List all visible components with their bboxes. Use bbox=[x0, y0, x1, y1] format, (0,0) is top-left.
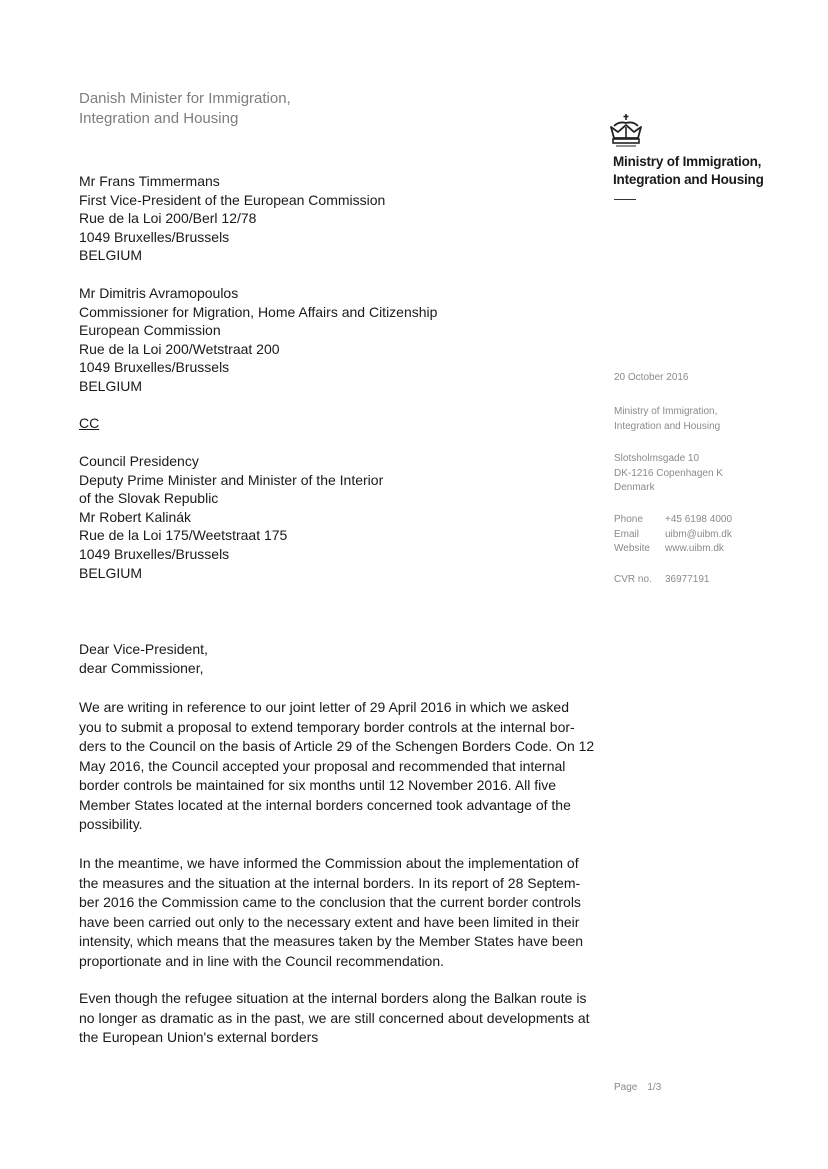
paragraph-line: the European Union's external borders bbox=[79, 1029, 319, 1045]
paragraph-line: no longer as dramatic as in the past, we are still concerned about developments at bbox=[79, 1009, 590, 1026]
paragraph-line: have been carried out only to the necessary extent and have been limited in their bbox=[79, 913, 580, 930]
ministry-line: Integration and Housing bbox=[613, 172, 764, 187]
paragraph-line: possibility. bbox=[79, 816, 143, 832]
sender-line: Danish Minister for Immigration, bbox=[79, 90, 291, 107]
address-line: Slotsholmsgade 10 bbox=[614, 453, 700, 464]
address-line: Commissioner for Migration, Home Affairs and Citizenship bbox=[79, 303, 438, 320]
contact-row-website bbox=[614, 542, 732, 557]
paragraph-line: intensity, which means that the measures taken by the Member States have been bbox=[79, 933, 584, 949]
paragraph-line: May 2016, the Council accepted your proposal and recommended that internal bbox=[79, 757, 566, 774]
body-paragraph-3 bbox=[79, 989, 599, 1048]
address-line: of the Slovak Republic bbox=[79, 490, 219, 507]
phone-value: +45 6198 4000 bbox=[665, 514, 733, 525]
address-line: 1049 Bruxelles/Brussels bbox=[79, 359, 230, 376]
cvr-label: CVR no. bbox=[614, 574, 652, 585]
recipient-address-timmermans bbox=[79, 172, 385, 265]
paragraph-line: In the meantime, we have informed the Commission about the implementation of bbox=[79, 855, 579, 871]
sidebar-contacts bbox=[614, 513, 732, 557]
page-value: 1/3 bbox=[647, 1082, 662, 1093]
paragraph-line: the measures and the situation at the internal borders. In its report of 28 Septem- bbox=[79, 874, 581, 891]
address-line: Mr Dimitris Avramopoulos bbox=[79, 285, 239, 301]
cvr-value: 36977191 bbox=[665, 574, 710, 585]
paragraph-line: proportionate and in line with the Council recommendation. bbox=[79, 952, 444, 969]
contact-label: Email bbox=[614, 528, 640, 540]
paragraph-line: ders to the Council on the basis of Article 29 of the Schengen Borders Code. On 12 bbox=[79, 738, 595, 754]
body-paragraph-2 bbox=[79, 854, 599, 971]
address-line: Rue de la Loi 200/Berl 12/78 bbox=[79, 210, 257, 227]
paragraph-line: ber 2016 the Commission came to the conclusion that the current border controls bbox=[79, 894, 581, 910]
page-label: Page bbox=[614, 1082, 638, 1093]
address-line: BELGIUM bbox=[79, 377, 143, 394]
contact-label: Website bbox=[614, 543, 650, 554]
ministry-name bbox=[613, 153, 764, 189]
address-line: BELGIUM bbox=[79, 564, 143, 581]
contact-row-email bbox=[614, 528, 732, 543]
sidebar-address bbox=[614, 452, 723, 496]
address-line: First Vice-President of the European Commission bbox=[79, 191, 386, 208]
address-line: Mr Frans Timmermans bbox=[79, 173, 220, 189]
contact-row-phone bbox=[614, 513, 732, 528]
salutation-line: Dear Vice-President, bbox=[79, 641, 208, 657]
address-line: Mr Robert Kalinák bbox=[79, 508, 192, 525]
org-line: Ministry of Immigration, bbox=[614, 406, 718, 417]
contact-label: Phone bbox=[614, 514, 643, 525]
paragraph-line: Member States located at the internal borders concerned took advantage of the bbox=[79, 796, 571, 813]
address-line: DK-1216 Copenhagen K bbox=[614, 467, 723, 479]
body-paragraph-1 bbox=[79, 698, 599, 835]
date-text: 20 October 2016 bbox=[614, 372, 689, 383]
paragraph-line: Even though the refugee situation at the internal borders along the Balkan route is bbox=[79, 990, 587, 1006]
cc-address bbox=[79, 452, 383, 582]
salutation-line: dear Commissioner, bbox=[79, 660, 204, 676]
paragraph-line: border controls be maintained for six months until 12 November 2016. All five bbox=[79, 777, 557, 793]
address-line: Deputy Prime Minister and Minister of the Interior bbox=[79, 471, 384, 488]
address-line: Rue de la Loi 175/Weetstraat 175 bbox=[79, 527, 288, 544]
sidebar-organisation bbox=[614, 405, 720, 434]
cc-heading: CC bbox=[79, 415, 100, 431]
address-line: 1049 Bruxelles/Brussels bbox=[79, 228, 230, 245]
contact-row-cvr bbox=[614, 573, 710, 588]
sidebar-cvr bbox=[614, 573, 710, 588]
address-line: Denmark bbox=[614, 482, 655, 493]
ministry-divider bbox=[614, 199, 636, 200]
org-line: Integration and Housing bbox=[614, 420, 721, 432]
letter-date bbox=[614, 371, 689, 386]
paragraph-line: you to submit a proposal to extend temporary border controls at the internal bor- bbox=[79, 718, 575, 735]
address-line: BELGIUM bbox=[79, 247, 143, 264]
sender-line: Integration and Housing bbox=[79, 110, 239, 127]
address-line: Rue de la Loi 200/Wetstraat 200 bbox=[79, 340, 280, 357]
address-line: 1049 Bruxelles/Brussels bbox=[79, 545, 230, 562]
email-value: uibm@uibm.dk bbox=[665, 528, 732, 540]
ministry-line: Ministry of Immigration, bbox=[613, 154, 762, 169]
crown-logo-icon bbox=[607, 113, 645, 149]
page-number bbox=[614, 1082, 661, 1093]
salutation bbox=[79, 640, 208, 678]
website-value: www.uibm.dk bbox=[665, 543, 724, 554]
sender-heading bbox=[79, 89, 291, 129]
recipient-address-avramopoulos bbox=[79, 284, 437, 396]
address-line: Council Presidency bbox=[79, 453, 199, 469]
paragraph-line: We are writing in reference to our joint letter of 29 April 2016 in which we asked bbox=[79, 699, 569, 715]
address-line: European Commission bbox=[79, 322, 221, 339]
